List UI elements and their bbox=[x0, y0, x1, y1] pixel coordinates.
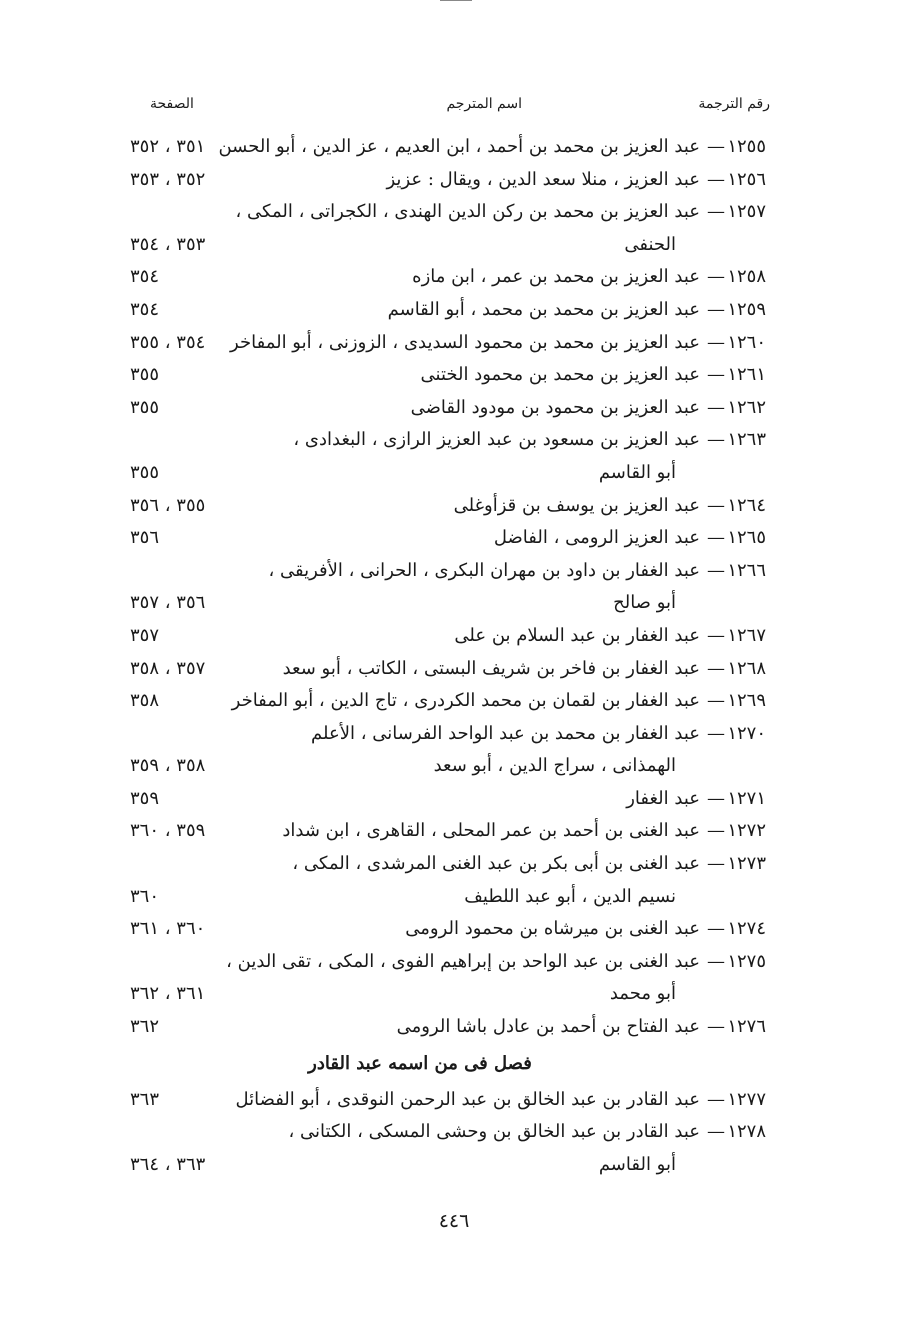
list-item bbox=[120, 522, 780, 555]
entry-pages: ٣٥٦ ، ٣٥٧ bbox=[130, 592, 206, 614]
page-number: ٤٤٦ bbox=[438, 1210, 470, 1232]
entry-name: عبد الغفار بن لقمان بن محمد الكردرى ، تاج الدين ، أبو المفاخر bbox=[231, 690, 700, 712]
entry-number: ١٢٧٦ bbox=[727, 1016, 766, 1038]
entry-pages: ٣٥٤ bbox=[130, 266, 160, 288]
list-item bbox=[120, 913, 780, 946]
list-item bbox=[120, 359, 780, 392]
entry-name: عبد العزيز بن محمود بن مودود القاضى bbox=[410, 396, 700, 418]
entry-number: ١٢٧٠ bbox=[727, 722, 766, 744]
entry-name: عبد العزيز بن محمد بن أحمد ، ابن العديم ، عز الدين ، أبو الحسن bbox=[218, 136, 700, 157]
entry-name-continued: نسيم الدين ، أبو عبد اللطيف bbox=[464, 885, 676, 907]
list-item bbox=[120, 848, 780, 881]
entry-dash: — bbox=[707, 950, 725, 972]
list-item bbox=[120, 587, 780, 620]
entry-dash: — bbox=[707, 853, 725, 875]
list-item bbox=[120, 685, 780, 718]
entry-name: عبد القادر بن عبد الخالق بن عبد الرحمن النوقدى ، أبو الفضائل bbox=[235, 1088, 700, 1110]
entry-pages: ٣٥٧ ، ٣٥٨ bbox=[130, 657, 206, 679]
header-name: اسم المترجم bbox=[446, 96, 522, 112]
entry-dash: — bbox=[707, 364, 725, 386]
entry-number: ١٢٧٨ bbox=[727, 1121, 766, 1143]
entry-name: عبد الغفار بن فاخر بن شريف البستى ، الكاتب ، أبو سعد bbox=[282, 657, 700, 679]
entry-name: عبد العزيز بن محمد بن ركن الدين الهندى ، الكجراتى ، المكى ، bbox=[235, 201, 700, 223]
entry-number: ١٢٦٨ bbox=[727, 657, 766, 679]
list-item bbox=[120, 457, 780, 490]
entry-name: عبد العزيز بن محمد بن محمود الختنى bbox=[420, 364, 700, 386]
entry-name: عبد الغنى بن عبد الواحد بن إبراهيم الفوى ، المكى ، تقى الدين ، bbox=[226, 950, 700, 972]
entry-pages: ٣٥٦ bbox=[130, 527, 160, 549]
entry-pages: ٣٥٤ ، ٣٥٥ bbox=[130, 331, 206, 353]
list-item bbox=[120, 978, 780, 1011]
entry-name-continued: الهمذانى ، سراج الدين ، أبو سعد bbox=[433, 755, 676, 777]
entry-name: عبد العزيز ، منلا سعد الدين ، ويقال : عزيز bbox=[386, 168, 700, 190]
entry-number: ١٢٦٠ bbox=[727, 331, 766, 353]
entry-dash: — bbox=[707, 331, 725, 353]
entry-name: عبد العزيز بن يوسف بن قزأوغلى bbox=[453, 494, 700, 516]
entry-dash: — bbox=[707, 136, 725, 157]
list-item bbox=[120, 1011, 780, 1044]
list-item bbox=[120, 196, 780, 229]
entry-dash: — bbox=[707, 657, 725, 679]
entry-dash: — bbox=[707, 1121, 725, 1143]
entry-number: ١٢٥٧ bbox=[727, 201, 766, 223]
entry-pages: ٣٥٤ bbox=[130, 298, 160, 320]
list-item bbox=[120, 946, 780, 979]
entry-dash: — bbox=[707, 266, 725, 288]
entry-dash: — bbox=[707, 918, 725, 940]
entry-number: ١٢٥٩ bbox=[727, 298, 766, 320]
entry-dash: — bbox=[707, 820, 725, 842]
entry-dash: — bbox=[707, 527, 725, 549]
entry-number: ١٢٥٦ bbox=[727, 168, 766, 190]
entry-pages: ٣٥٢ ، ٣٥٣ bbox=[130, 168, 206, 190]
entry-pages: ٣٥٥ bbox=[130, 396, 160, 418]
list-item bbox=[120, 424, 780, 457]
entry-pages: ٣٥٣ ، ٣٥٤ bbox=[130, 233, 206, 255]
entry-pages: ٣٥٥ bbox=[130, 461, 160, 483]
entry-number: ١٢٦٢ bbox=[727, 396, 766, 418]
entry-dash: — bbox=[707, 624, 725, 646]
entry-pages: ٣٦٣ ، ٣٦٤ bbox=[130, 1153, 206, 1175]
entry-name-continued: أبو محمد bbox=[609, 983, 676, 1005]
entry-number: ١٢٥٥ bbox=[727, 136, 766, 157]
entry-pages: ٣٦٣ bbox=[130, 1088, 160, 1110]
entry-dash: — bbox=[707, 429, 725, 451]
entry-dash: — bbox=[707, 201, 725, 223]
entry-name-continued: أبو القاسم bbox=[598, 1153, 676, 1175]
list-item bbox=[120, 881, 780, 914]
list-item bbox=[120, 392, 780, 425]
entry-name: عبد الغفار بن عبد السلام بن على bbox=[454, 624, 700, 646]
entries-list bbox=[120, 131, 780, 1181]
entry-pages: ٣٥٨ ، ٣٥٩ bbox=[130, 755, 206, 777]
entry-name: عبد العزيز بن مسعود بن عبد العزيز الرازى ، البغدادى ، bbox=[293, 429, 700, 451]
entry-name: عبد العزيز بن محمد بن محمود السديدى ، الزوزنى ، أبو المفاخر bbox=[230, 331, 700, 353]
list-item bbox=[120, 1149, 780, 1182]
table-header bbox=[120, 96, 780, 120]
entry-name: عبد الغفار بن داود بن مهران البكرى ، الحرانى ، الأفريقى ، bbox=[268, 559, 700, 581]
entry-number: ١٢٧٣ bbox=[727, 853, 766, 875]
entry-name-continued: أبو القاسم bbox=[598, 461, 676, 483]
entry-pages: ٣٥٩ bbox=[130, 787, 160, 809]
entry-name-continued: أبو صالح bbox=[613, 592, 676, 614]
list-item bbox=[120, 229, 780, 262]
top-rule bbox=[440, 0, 472, 1]
entry-pages: ٣٥٧ bbox=[130, 624, 160, 646]
list-item bbox=[120, 1084, 780, 1117]
entry-number: ١٢٧٤ bbox=[727, 918, 766, 940]
entry-name: عبد العزيز بن محمد بن عمر ، ابن مازه bbox=[412, 266, 700, 288]
entry-dash: — bbox=[707, 168, 725, 190]
list-item bbox=[120, 261, 780, 294]
entry-name: عبد الغنى بن أبى بكر بن عبد الغنى المرشدى ، المكى ، bbox=[292, 853, 700, 875]
list-item bbox=[120, 750, 780, 783]
entry-pages: ٣٦٠ ، ٣٦١ bbox=[130, 918, 206, 940]
header-number: رقم الترجمة bbox=[698, 96, 770, 112]
entry-pages: ٣٥٨ bbox=[130, 690, 160, 712]
entry-name-continued: الحنفى bbox=[624, 233, 676, 255]
entry-number: ١٢٧٧ bbox=[727, 1088, 766, 1110]
entry-pages: ٣٥٥ bbox=[130, 364, 160, 386]
entry-dash: — bbox=[707, 1088, 725, 1110]
entry-name: عبد العزيز الرومى ، الفاضل bbox=[493, 527, 700, 549]
entry-number: ١٢٦٧ bbox=[727, 624, 766, 646]
entry-name: عبد الغفار بن محمد بن عبد الواحد الفرسانى ، الأعلم bbox=[311, 722, 700, 744]
list-item bbox=[120, 1116, 780, 1149]
entry-dash: — bbox=[707, 787, 725, 809]
section-heading: فصل فى من اسمه عبد القادر bbox=[308, 1052, 532, 1074]
entry-number: ١٢٦٤ bbox=[727, 494, 766, 516]
entry-dash: — bbox=[707, 1016, 725, 1038]
list-item bbox=[120, 815, 780, 848]
entry-dash: — bbox=[707, 494, 725, 516]
header-page: الصفحة bbox=[150, 96, 194, 112]
list-item bbox=[120, 620, 780, 653]
entry-dash: — bbox=[707, 559, 725, 581]
entry-number: ١٢٦٦ bbox=[727, 559, 766, 581]
entry-dash: — bbox=[707, 690, 725, 712]
entry-name: عبد الغفار bbox=[626, 787, 700, 809]
list-item bbox=[120, 294, 780, 327]
entry-number: ١٢٧٥ bbox=[727, 950, 766, 972]
entry-name: عبد العزيز بن محمد بن محمد ، أبو القاسم bbox=[387, 298, 700, 320]
list-item bbox=[120, 783, 780, 816]
entry-number: ١٢٦٩ bbox=[727, 690, 766, 712]
entry-pages: ٣٦٠ bbox=[130, 885, 160, 907]
entry-name: عبد الغنى بن أحمد بن عمر المحلى ، القاهرى ، ابن شداد bbox=[282, 820, 700, 842]
entry-number: ١٢٦٥ bbox=[727, 527, 766, 549]
list-item bbox=[120, 555, 780, 588]
entry-pages: ٣٥٩ ، ٣٦٠ bbox=[130, 820, 206, 842]
list-item bbox=[120, 653, 780, 686]
entry-name: عبد القادر بن عبد الخالق بن وحشى المسكى ، الكتانى ، bbox=[288, 1121, 700, 1143]
entry-name: عبد الفتاح بن أحمد بن عادل باشا الرومى bbox=[396, 1016, 700, 1038]
entry-pages: ٣٦٢ bbox=[130, 1016, 160, 1038]
list-item bbox=[120, 164, 780, 197]
entry-pages: ٣٥١ ، ٣٥٢ bbox=[130, 136, 206, 157]
list-item bbox=[120, 718, 780, 751]
entry-pages: ٣٥٥ ، ٣٥٦ bbox=[130, 494, 206, 516]
entry-dash: — bbox=[707, 298, 725, 320]
list-item bbox=[120, 327, 780, 360]
entry-number: ١٢٧١ bbox=[727, 787, 766, 809]
entry-pages: ٣٦١ ، ٣٦٢ bbox=[130, 983, 206, 1005]
entry-number: ١٢٦١ bbox=[727, 364, 766, 386]
entry-number: ١٢٦٣ bbox=[727, 429, 766, 451]
entry-number: ١٢٧٢ bbox=[727, 820, 766, 842]
list-item bbox=[120, 490, 780, 523]
entry-number: ١٢٥٨ bbox=[727, 266, 766, 288]
entry-name: عبد الغنى بن ميرشاه بن محمود الرومى bbox=[405, 918, 700, 940]
entry-dash: — bbox=[707, 396, 725, 418]
entry-dash: — bbox=[707, 722, 725, 744]
list-item bbox=[120, 131, 780, 164]
